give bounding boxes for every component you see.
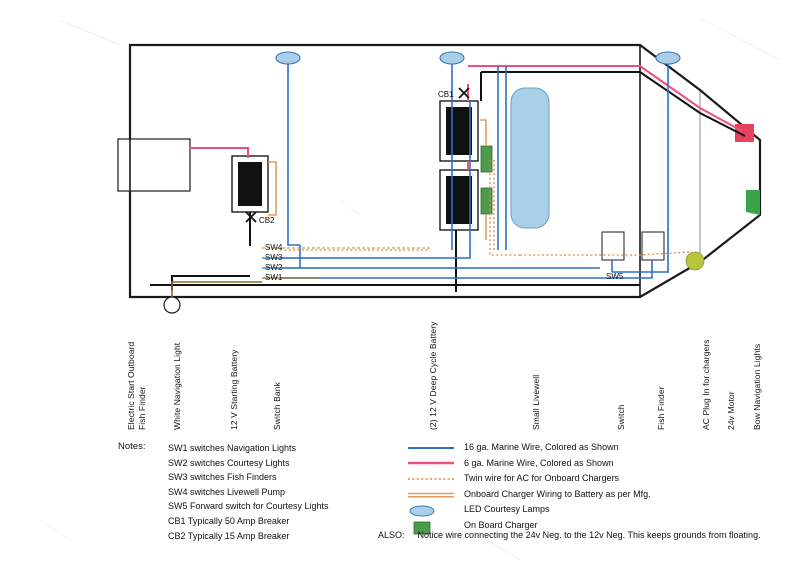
vlabel-ac-plug-in: AC Plug In for chargers [701, 339, 711, 430]
label-sw1: SW1 [265, 273, 283, 282]
legend-label: Onboard Charger Wiring to Battery as per Mfg. [464, 488, 651, 499]
vlabel-fish-finder-1: Fish Finder [137, 386, 147, 430]
note-line: CB2 Typically 15 Amp Breaker [168, 530, 290, 541]
legend-label: On Board Charger [464, 519, 538, 530]
vlabel-white-navigation-light: White Navigation Light [172, 342, 182, 430]
deep-cycle-battery-block-1 [440, 101, 478, 161]
starting-battery-block [232, 156, 268, 212]
legend [408, 440, 651, 534]
deep-cycle-battery-block-2 [440, 170, 478, 230]
label-cb2: CB2 [259, 216, 275, 225]
legend-swatch-lamp [408, 505, 454, 515]
note-line: SW2 switches Courtesy Lights [168, 457, 290, 468]
label-cb1: CB1 [438, 90, 454, 99]
vlabel-deep-cycle-battery: (2) 12 V Deep Cycle Battery [428, 321, 438, 430]
notes-list [168, 441, 329, 543]
vlabel-starting-battery: 12 V Starting Battery [229, 349, 239, 430]
vlabel-24v-motor: 24v Motor [726, 391, 736, 430]
small-livewell-tank [511, 88, 549, 228]
legend-item-pink-6ga [408, 456, 651, 472]
vlabel-switch: Switch [616, 404, 626, 430]
notes-heading: Notes: [118, 441, 146, 452]
vlabel-bow-navigation-lights: Bow Navigation Lights [752, 343, 762, 430]
note-line: SW3 switches Fish Finders [168, 472, 277, 483]
vlabel-electric-start-outboard: Electric Start Outboard [126, 341, 136, 430]
legend-label: LED Courtesy Lamps [464, 504, 550, 515]
also-label: ALSO: [378, 530, 405, 540]
legend-item-blue-16ga [408, 440, 651, 456]
also-note [378, 530, 761, 540]
legend-label: Twin wire for AC for Onboard Chargers [464, 473, 620, 484]
vlabel-switch-bank: Switch Bank [272, 382, 282, 430]
legend-swatch-dotted-line [408, 474, 454, 484]
label-sw4: SW4 [265, 243, 283, 252]
label-sw2: SW2 [265, 263, 283, 272]
also-text: Notice wire connecting the 24v Neg. to the 12v Neg. This keeps grounds from floating. [417, 530, 761, 540]
legend-swatch-blue-line [408, 443, 454, 453]
vlabel-small-livewell: Small Livewell [531, 374, 541, 430]
note-line: SW1 switches Navigation Lights [168, 443, 297, 453]
legend-label: 6 ga. Marine Wire, Colored as Shown [464, 457, 614, 468]
vlabel-fish-finder-2: Fish Finder [656, 386, 666, 430]
legend-swatch-pink-line [408, 458, 454, 468]
legend-swatch-double-line [408, 490, 454, 500]
legend-label: 16 ga. Marine Wire, Colored as Shown [464, 442, 619, 452]
note-line: CB1 Typically 50 Amp Breaker [168, 515, 290, 526]
legend-item-led-courtesy [408, 502, 651, 518]
label-sw3: SW3 [265, 253, 283, 262]
note-line: SW5 Forward switch for Courtesy Lights [168, 501, 329, 512]
note-line: SW4 switches Livewell Pump [168, 486, 286, 497]
label-sw5: SW5 [606, 272, 624, 281]
legend-item-charger-wiring [408, 487, 651, 503]
legend-item-twin-ac [408, 471, 651, 487]
